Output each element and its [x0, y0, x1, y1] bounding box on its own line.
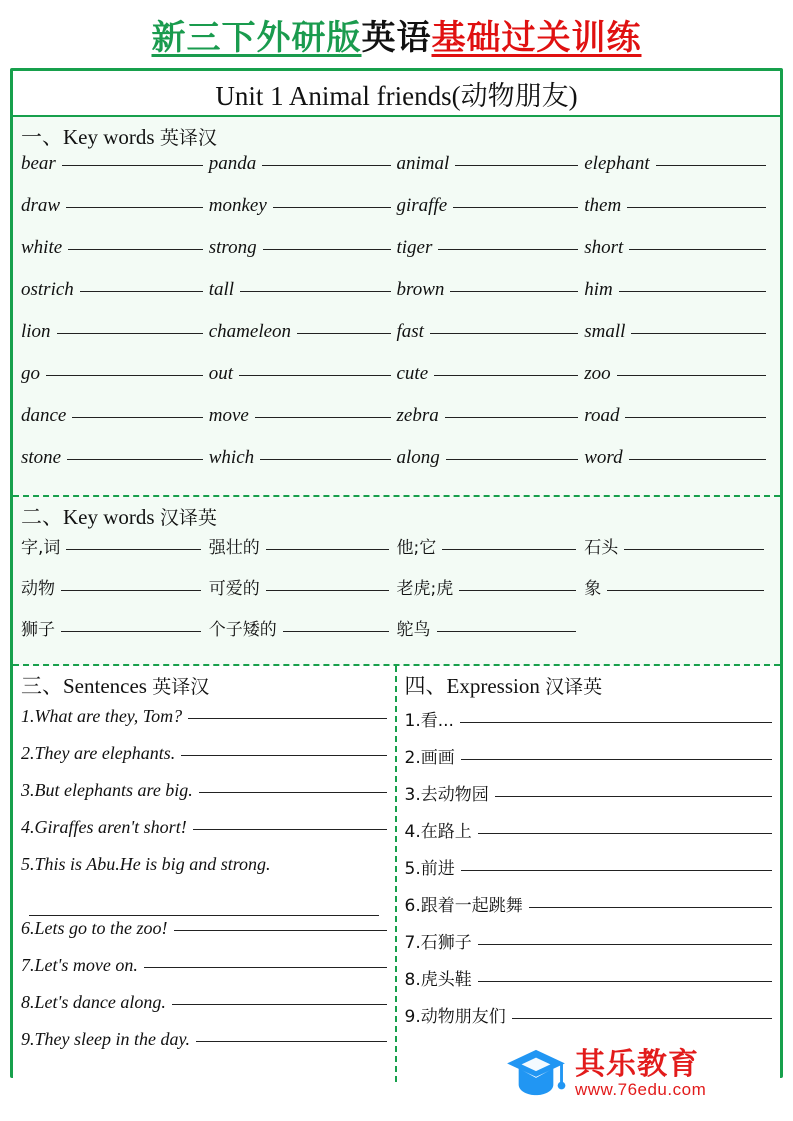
- word-item: [209, 615, 397, 656]
- word-item: [21, 279, 209, 321]
- brand-footer: [505, 1035, 785, 1113]
- word-item: [21, 195, 209, 237]
- list-item: [405, 778, 773, 815]
- word-item: [21, 405, 209, 447]
- answer-blank[interactable]: [459, 590, 576, 591]
- phrase-label: 8.虎头鞋: [404, 970, 472, 990]
- word-label: 个子矮的: [208, 620, 277, 640]
- answer-blank[interactable]: [442, 549, 576, 550]
- phrase-label: 2.画画: [404, 748, 455, 768]
- answer-blank[interactable]: [437, 631, 577, 632]
- word-label: 强壮的: [208, 538, 260, 558]
- word-label: stone: [21, 447, 62, 468]
- word-label: draw: [21, 195, 61, 216]
- word-item: [584, 533, 772, 574]
- answer-blank[interactable]: [266, 549, 389, 550]
- answer-blank[interactable]: [460, 722, 772, 723]
- word-label: lion: [21, 321, 51, 342]
- word-item: [397, 533, 585, 574]
- answer-blank[interactable]: [188, 718, 386, 719]
- word-label: 字,词: [21, 538, 61, 558]
- word-item: [21, 237, 209, 279]
- answer-blank[interactable]: [57, 333, 203, 334]
- word-item: [397, 363, 585, 405]
- section3-heading-num: 三、: [21, 674, 63, 698]
- word-item: [21, 447, 209, 489]
- word-item: [584, 153, 772, 195]
- section1-heading-cn: 英译汉: [159, 127, 217, 149]
- list-item: [405, 704, 773, 741]
- phrase-label: 7.石狮子: [404, 933, 472, 953]
- section4-heading: [397, 666, 781, 702]
- answer-blank[interactable]: [174, 930, 387, 931]
- list-item: [405, 889, 773, 926]
- section2-word-grid: [13, 533, 780, 658]
- answer-blank[interactable]: [61, 631, 201, 632]
- phrase-label: 4.在路上: [404, 822, 472, 842]
- worksheet-frame: [10, 68, 783, 1078]
- answer-blank[interactable]: [29, 886, 379, 916]
- list-item: [21, 852, 387, 886]
- section3-heading-cn: 英译汉: [152, 676, 210, 698]
- word-label: road: [584, 405, 620, 426]
- section-expression-cn-en: [397, 666, 781, 1082]
- answer-blank[interactable]: [445, 417, 579, 418]
- sentence-label: 5.This is Abu.He is big and strong.: [21, 854, 271, 874]
- section1-word-grid: [13, 153, 780, 491]
- answer-blank[interactable]: [438, 249, 578, 250]
- section3-heading-en: Sentences: [63, 674, 147, 698]
- word-item: [584, 237, 772, 279]
- answer-blank[interactable]: [434, 375, 578, 376]
- answer-blank[interactable]: [72, 417, 202, 418]
- section2-heading: [13, 497, 780, 533]
- banner-part-publisher: 新三下外研版: [151, 17, 362, 58]
- word-item: [209, 279, 397, 321]
- word-label: small: [584, 321, 626, 342]
- list-item: [21, 778, 387, 815]
- answer-blank[interactable]: [196, 1041, 387, 1042]
- answer-blank[interactable]: [61, 590, 201, 591]
- list-item: [405, 852, 773, 889]
- word-item: [397, 447, 585, 489]
- answer-blank[interactable]: [453, 207, 578, 208]
- answer-blank[interactable]: [260, 459, 390, 460]
- word-item-empty: [584, 615, 772, 656]
- word-label: zoo: [584, 363, 611, 384]
- answer-blank[interactable]: [193, 829, 387, 830]
- word-label: 狮子: [21, 620, 55, 640]
- answer-blank[interactable]: [629, 249, 766, 250]
- phrase-label: 1.看...: [404, 711, 454, 731]
- answer-blank[interactable]: [607, 590, 764, 591]
- answer-blank[interactable]: [625, 417, 766, 418]
- answer-blank[interactable]: [461, 870, 772, 871]
- answer-blank[interactable]: [66, 207, 203, 208]
- word-label: elephant: [584, 153, 650, 174]
- section1-heading: [13, 117, 780, 153]
- sentence-label: 8.Let's dance along.: [21, 992, 166, 1012]
- sentence-label: 7.Let's move on.: [21, 955, 138, 975]
- answer-blank[interactable]: [529, 907, 772, 908]
- answer-blank[interactable]: [617, 375, 766, 376]
- word-item: [397, 237, 585, 279]
- word-item: [584, 363, 772, 405]
- word-item: [21, 615, 209, 656]
- word-item: [209, 195, 397, 237]
- sentence-label: 9.They sleep in the day.: [21, 1029, 190, 1049]
- word-label: dance: [21, 405, 67, 426]
- word-item: [209, 237, 397, 279]
- word-label: 他;它: [396, 538, 437, 558]
- answer-blank[interactable]: [495, 796, 772, 797]
- list-item: [405, 741, 773, 778]
- section3-heading: [13, 666, 395, 702]
- answer-blank[interactable]: [631, 333, 766, 334]
- word-item: [209, 574, 397, 615]
- brand-url: www.76edu.com: [575, 1079, 707, 1099]
- word-label: him: [584, 279, 613, 300]
- answer-blank[interactable]: [255, 417, 391, 418]
- word-item: [21, 363, 209, 405]
- answer-blank[interactable]: [656, 165, 766, 166]
- word-label: zebra: [396, 405, 439, 426]
- word-item: [397, 195, 585, 237]
- word-label: strong: [208, 237, 257, 258]
- answer-blank[interactable]: [450, 291, 578, 292]
- word-label: brown: [396, 279, 445, 300]
- section2-heading-num: 二、: [21, 505, 63, 529]
- banner-part-training: 基础过关训练: [431, 17, 642, 58]
- word-label: 石头: [584, 538, 619, 558]
- word-label: animal: [396, 153, 450, 174]
- answer-blank[interactable]: [66, 549, 200, 550]
- word-label: fast: [396, 321, 424, 342]
- word-label: which: [208, 447, 255, 468]
- word-item: [209, 447, 397, 489]
- word-item: [397, 615, 585, 656]
- section1-heading-en: Key words: [63, 125, 155, 149]
- word-item: [209, 363, 397, 405]
- page-banner: [20, 6, 773, 62]
- word-label: out: [208, 363, 234, 384]
- list-item: [405, 926, 773, 963]
- section3-list: [13, 702, 395, 1064]
- word-item: [21, 321, 209, 363]
- bottom-sections: [13, 666, 780, 1082]
- word-label: chameleon: [208, 321, 292, 342]
- word-label: giraffe: [396, 195, 448, 216]
- word-label: white: [21, 237, 63, 258]
- section-sentences-en-cn: [13, 666, 397, 1082]
- list-item: [21, 990, 387, 1027]
- answer-blank[interactable]: [46, 375, 203, 376]
- section4-heading-cn: 汉译英: [545, 676, 603, 698]
- word-label: 老虎;虎: [396, 579, 454, 599]
- word-label: tiger: [396, 237, 433, 258]
- list-item: [405, 1000, 773, 1037]
- word-item: [584, 195, 772, 237]
- answer-blank[interactable]: [478, 944, 772, 945]
- list-item: [21, 704, 387, 741]
- word-label: 动物: [21, 579, 55, 599]
- word-label: panda: [208, 153, 257, 174]
- answer-blank[interactable]: [181, 755, 386, 756]
- section-key-words-en-cn: [13, 117, 780, 497]
- banner-part-subject: 英语: [361, 17, 432, 58]
- word-item: [21, 153, 209, 195]
- answer-blank[interactable]: [297, 333, 390, 334]
- word-item: [584, 574, 772, 615]
- list-item: [21, 916, 387, 953]
- word-label: move: [208, 405, 249, 426]
- section4-heading-en: Expression: [446, 674, 540, 698]
- word-item: [209, 153, 397, 195]
- answer-blank[interactable]: [266, 590, 389, 591]
- sentence-label: 1.What are they, Tom?: [21, 706, 183, 726]
- word-item: [21, 533, 209, 574]
- sentence-label: 4.Giraffes aren't short!: [21, 817, 187, 837]
- word-label: bear: [21, 153, 56, 174]
- phrase-label: 3.去动物园: [404, 785, 489, 805]
- word-item: [397, 405, 585, 447]
- answer-blank[interactable]: [239, 375, 390, 376]
- list-item: [405, 963, 773, 1000]
- word-label: go: [21, 363, 40, 384]
- answer-blank[interactable]: [629, 459, 766, 460]
- unit-title-row: [13, 71, 780, 117]
- word-item: [397, 279, 585, 321]
- word-label: tall: [208, 279, 235, 300]
- sentence-label: 2.They are elephants.: [21, 743, 176, 763]
- answer-blank[interactable]: [446, 459, 578, 460]
- word-item: [21, 574, 209, 615]
- list-item: [21, 741, 387, 778]
- answer-blank[interactable]: [240, 291, 390, 292]
- answer-blank[interactable]: [512, 1018, 772, 1019]
- word-label: word: [584, 447, 623, 468]
- sentence-label: 6.Lets go to the zoo!: [21, 918, 168, 938]
- word-label: monkey: [208, 195, 267, 216]
- phrase-label: 6.跟着一起跳舞: [404, 896, 523, 916]
- answer-blank[interactable]: [461, 759, 772, 760]
- word-item: [584, 279, 772, 321]
- brand-text: [575, 1049, 706, 1098]
- answer-blank[interactable]: [627, 207, 766, 208]
- word-item: [397, 153, 585, 195]
- word-label: short: [584, 237, 624, 258]
- word-label: ostrich: [21, 279, 74, 300]
- brand-name: 其乐教育: [575, 1047, 699, 1083]
- word-item: [397, 321, 585, 363]
- section-key-words-cn-en: [13, 497, 780, 666]
- list-item: [21, 815, 387, 852]
- answer-blank[interactable]: [619, 291, 766, 292]
- section4-heading-num: 四、: [404, 674, 447, 698]
- answer-blank[interactable]: [273, 207, 391, 208]
- word-item: [584, 447, 772, 489]
- word-label: 象: [584, 579, 602, 599]
- answer-blank[interactable]: [283, 631, 389, 632]
- answer-blank[interactable]: [67, 459, 203, 460]
- word-item: [584, 321, 772, 363]
- word-item: [209, 321, 397, 363]
- list-item: [21, 953, 387, 990]
- sentence-label: 3.But elephants are big.: [21, 780, 193, 800]
- answer-blank[interactable]: [80, 291, 203, 292]
- word-item: [584, 405, 772, 447]
- section2-heading-cn: 汉译英: [159, 507, 217, 529]
- answer-blank[interactable]: [199, 792, 387, 793]
- answer-blank[interactable]: [172, 1004, 387, 1005]
- answer-blank[interactable]: [430, 333, 578, 334]
- answer-blank[interactable]: [478, 981, 772, 982]
- section2-heading-en: Key words: [63, 505, 155, 529]
- word-label: them: [584, 195, 622, 216]
- word-label: 鸵鸟: [396, 620, 431, 640]
- word-item: [209, 533, 397, 574]
- word-label: 可爱的: [208, 579, 260, 599]
- answer-blank[interactable]: [62, 165, 203, 166]
- answer-blank[interactable]: [262, 165, 390, 166]
- list-item: [405, 815, 773, 852]
- word-label: cute: [396, 363, 429, 384]
- answer-blank[interactable]: [144, 967, 387, 968]
- section1-heading-num: 一、: [21, 125, 63, 149]
- answer-blank[interactable]: [478, 833, 772, 834]
- list-item: [21, 1027, 387, 1064]
- answer-blank[interactable]: [455, 165, 578, 166]
- phrase-label: 5.前进: [404, 859, 455, 879]
- page-title: Unit 1 Animal friends(动物朋友): [215, 80, 578, 111]
- answer-blank[interactable]: [624, 549, 764, 550]
- phrase-label: 9.动物朋友们: [404, 1007, 506, 1027]
- section4-list: [397, 702, 781, 1037]
- graduation-cap-icon: [505, 1048, 567, 1100]
- word-label: along: [396, 447, 440, 468]
- word-item: [209, 405, 397, 447]
- answer-blank[interactable]: [68, 249, 203, 250]
- word-item: [397, 574, 585, 615]
- answer-blank[interactable]: [263, 249, 391, 250]
